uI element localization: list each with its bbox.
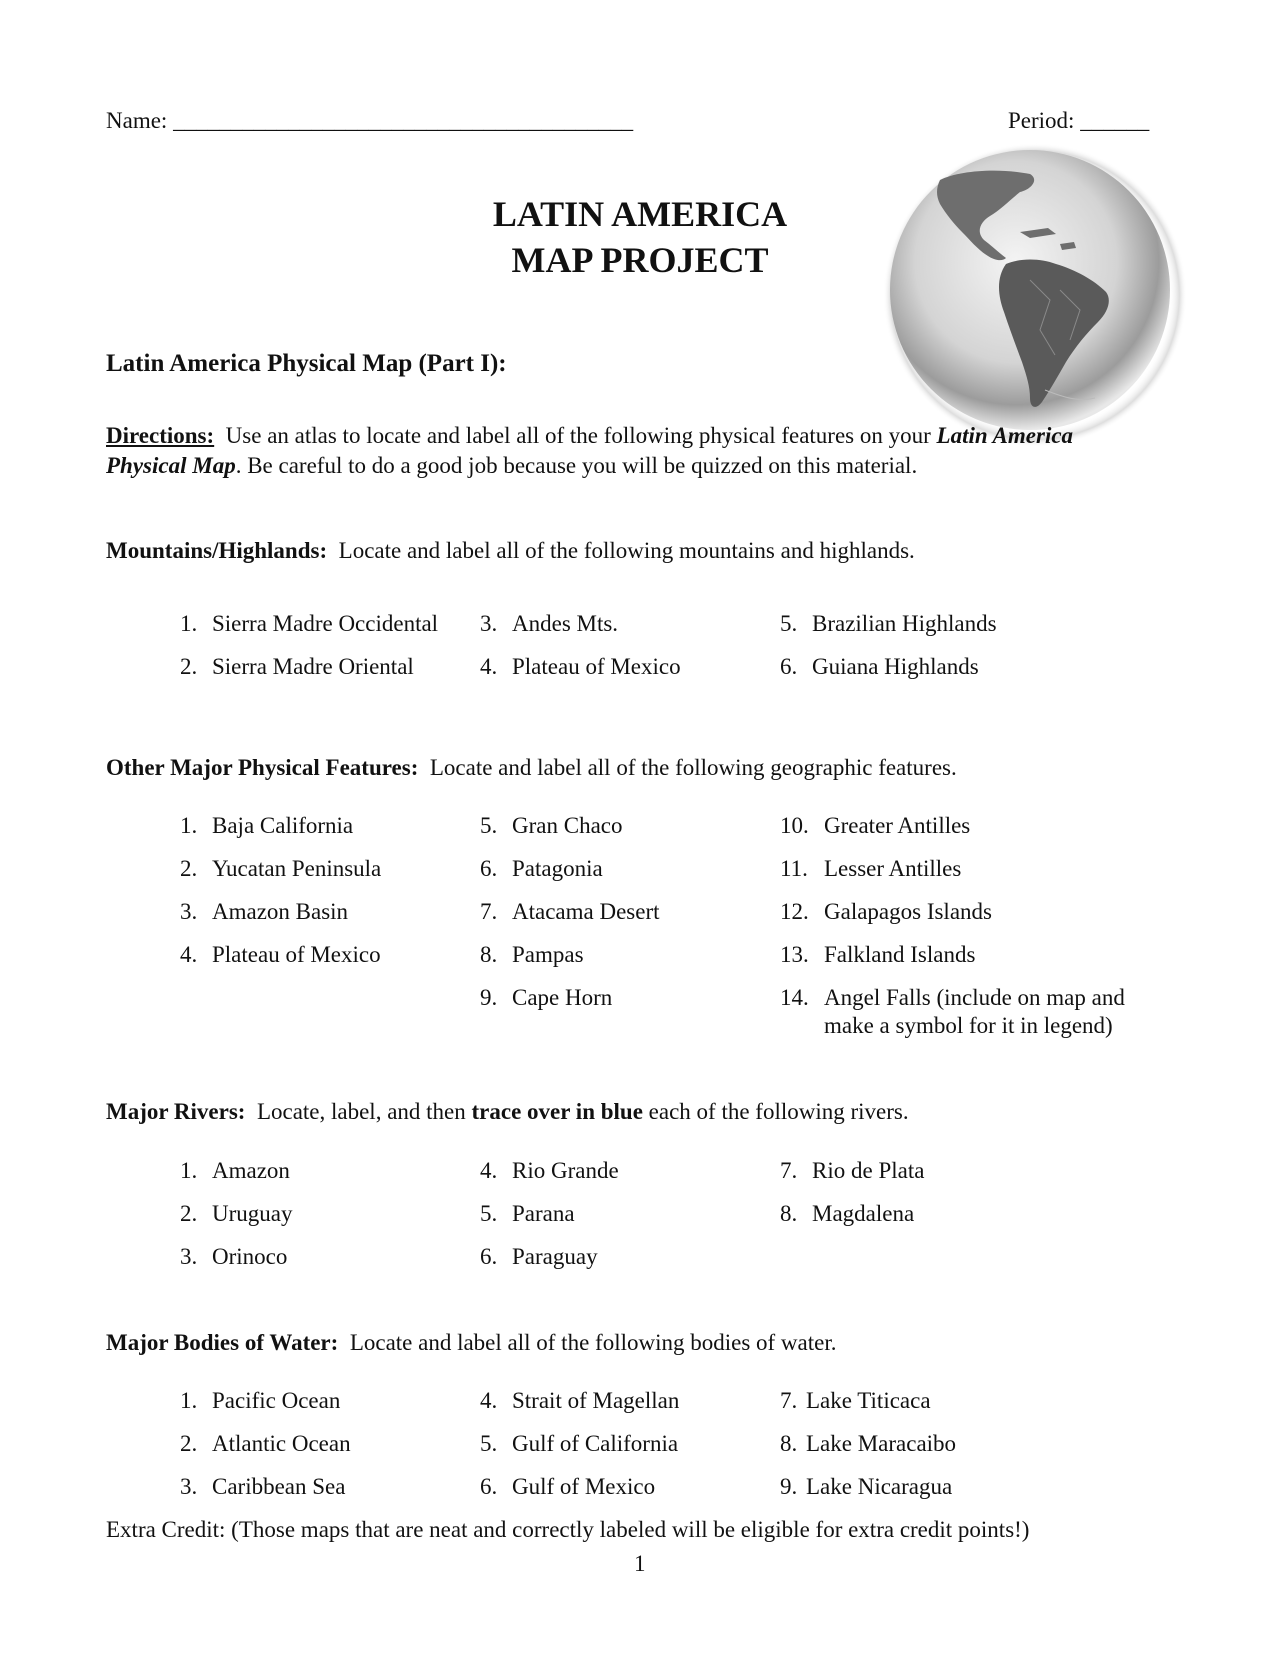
water-heading: Major Bodies of Water: bbox=[106, 1330, 339, 1355]
extra-credit-note: Extra Credit: (Those maps that are neat and correctly labeled will be eligible for extra credit points!) bbox=[106, 1517, 1030, 1542]
mountains-instruction: Locate and label all of the following mountains and highlands. bbox=[338, 538, 915, 563]
page-number: 1 bbox=[634, 1551, 646, 1576]
directions-line-2 bbox=[106, 452, 917, 480]
water-section-heading bbox=[106, 1329, 837, 1357]
directions-label: Directions: bbox=[106, 423, 215, 448]
rivers-instruction-bold: trace over in blue bbox=[471, 1099, 643, 1124]
directions-text-2: . Be careful to do a good job because you will be quizzed on this material. bbox=[235, 453, 918, 478]
name-label: Name: bbox=[106, 108, 168, 133]
water-instruction: Locate and label all of the following bodies of water. bbox=[349, 1330, 837, 1355]
rivers-instruction-a: Locate, label, and then bbox=[256, 1099, 466, 1124]
period-label: Period: bbox=[1008, 108, 1075, 133]
directions-map-name-b: Physical Map bbox=[106, 453, 236, 478]
rivers-instruction-b: each of the following rivers. bbox=[648, 1099, 909, 1124]
mountains-section-heading bbox=[106, 537, 915, 565]
page-title bbox=[340, 191, 940, 283]
part-heading: Latin America Physical Map (Part I): bbox=[106, 350, 507, 377]
period-field bbox=[1008, 107, 1149, 135]
directions-text-1: Use an atlas to locate and label all of the following physical features on your bbox=[225, 423, 931, 448]
period-blank[interactable]: ______ bbox=[1080, 108, 1150, 133]
rivers-section-heading bbox=[106, 1098, 909, 1126]
features-instruction: Locate and label all of the following geographic features. bbox=[429, 755, 957, 780]
rivers-heading: Major Rivers: bbox=[106, 1099, 246, 1124]
directions-line-1 bbox=[106, 422, 1073, 450]
directions-map-name-a: Latin America bbox=[936, 423, 1074, 448]
globe-icon bbox=[880, 140, 1190, 450]
mountains-heading: Mountains/Highlands: bbox=[106, 538, 328, 563]
features-heading: Other Major Physical Features: bbox=[106, 755, 419, 780]
title-line-1: LATIN AMERICA bbox=[492, 194, 788, 234]
title-line-2: MAP PROJECT bbox=[511, 240, 769, 280]
features-section-heading bbox=[106, 754, 957, 782]
name-field bbox=[106, 107, 633, 135]
name-blank[interactable]: ________________________________________ bbox=[173, 108, 634, 133]
list-item-continuation: make a symbol for it in legend) bbox=[824, 1013, 1113, 1038]
